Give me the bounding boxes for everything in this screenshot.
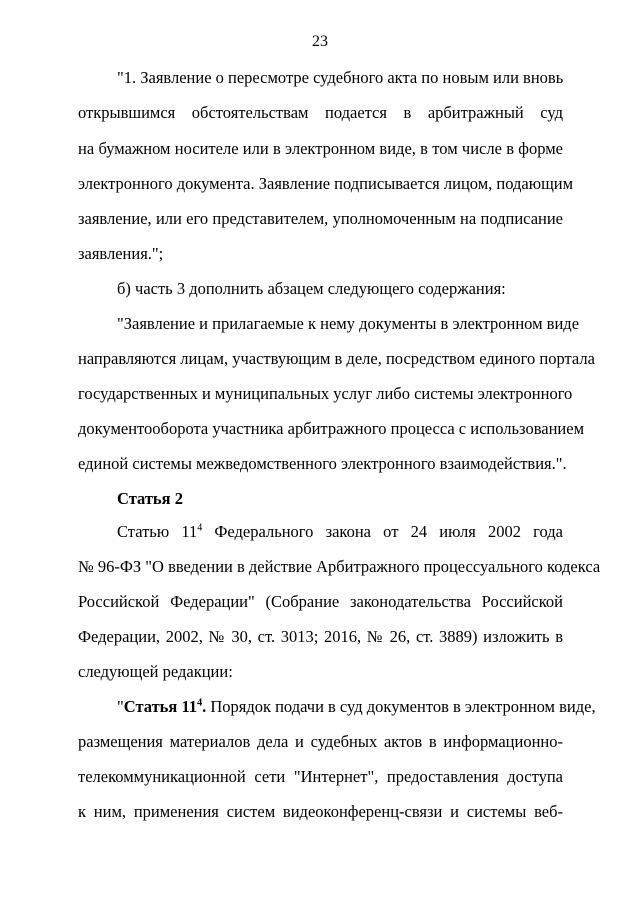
- text-line: № 96-ФЗ "О введении в действие Арбитражного процессуального кодекса: [78, 557, 601, 576]
- text-line: заявление, или его представителем, уполномоченным на подписание: [78, 209, 563, 228]
- text-line: на бумажном носителе или в электронном виде, в том числе в форме: [78, 139, 563, 158]
- text-line: "1. Заявление о пересмотре судебного акта по новым или вновь: [117, 68, 564, 87]
- text-line: размещения материалов дела и судебных актов в информационно-: [78, 732, 563, 751]
- text-line: электронного документа. Заявление подписывается лицом, подающим: [78, 174, 574, 193]
- text-line: Федерации, 2002, № 30, ст. 3013; 2016, № 26, ст. 3889) изложить в: [78, 627, 563, 646]
- text-line: единой системы межведомственного электронного взаимодействия.".: [78, 454, 567, 473]
- text-line: направляются лицам, участвующим в деле, посредством единого портала: [78, 349, 595, 368]
- new-article-dot: .: [202, 697, 207, 716]
- text-line: Российской Федерации" (Собрание законодательства Российской: [78, 592, 563, 611]
- article-intro-line: [117, 522, 563, 542]
- text-line: "Заявление и прилагаемые к нему документы в электронном виде: [117, 314, 580, 333]
- text-line: следующей редакции:: [78, 662, 233, 681]
- article-ref: Статью 11: [117, 522, 198, 541]
- new-article-title: Статья 11: [123, 697, 198, 716]
- text-line: документооборота участника арбитражного процесса с использованием: [78, 419, 585, 438]
- article-ref-rest: Федерального закона от 24 июля 2002 года: [202, 522, 563, 541]
- text-line: государственных и муниципальных услуг либо системы электронного: [78, 384, 573, 403]
- text-line: к ним, применения систем видеоконференц-связи и системы веб-: [78, 802, 563, 821]
- article-ref-superscript: 4: [197, 522, 203, 534]
- page-number: 23: [312, 33, 328, 50]
- new-article-rest: Порядок подачи в суд документов в электронном виде,: [206, 697, 596, 716]
- text-line: телекоммуникационной сети "Интернет", предоставления доступа: [78, 767, 563, 786]
- new-article-superscript: 4: [197, 697, 203, 709]
- text-line: б) часть 3 дополнить абзацем следующего содержания:: [117, 279, 506, 298]
- text-line: заявления.";: [78, 244, 164, 263]
- new-article-title-line: [117, 697, 596, 717]
- open-quote: ": [117, 697, 124, 716]
- article-heading: Статья 2: [117, 489, 183, 508]
- text-line: открывшимся обстоятельствам подается в арбитражный суд: [78, 103, 563, 122]
